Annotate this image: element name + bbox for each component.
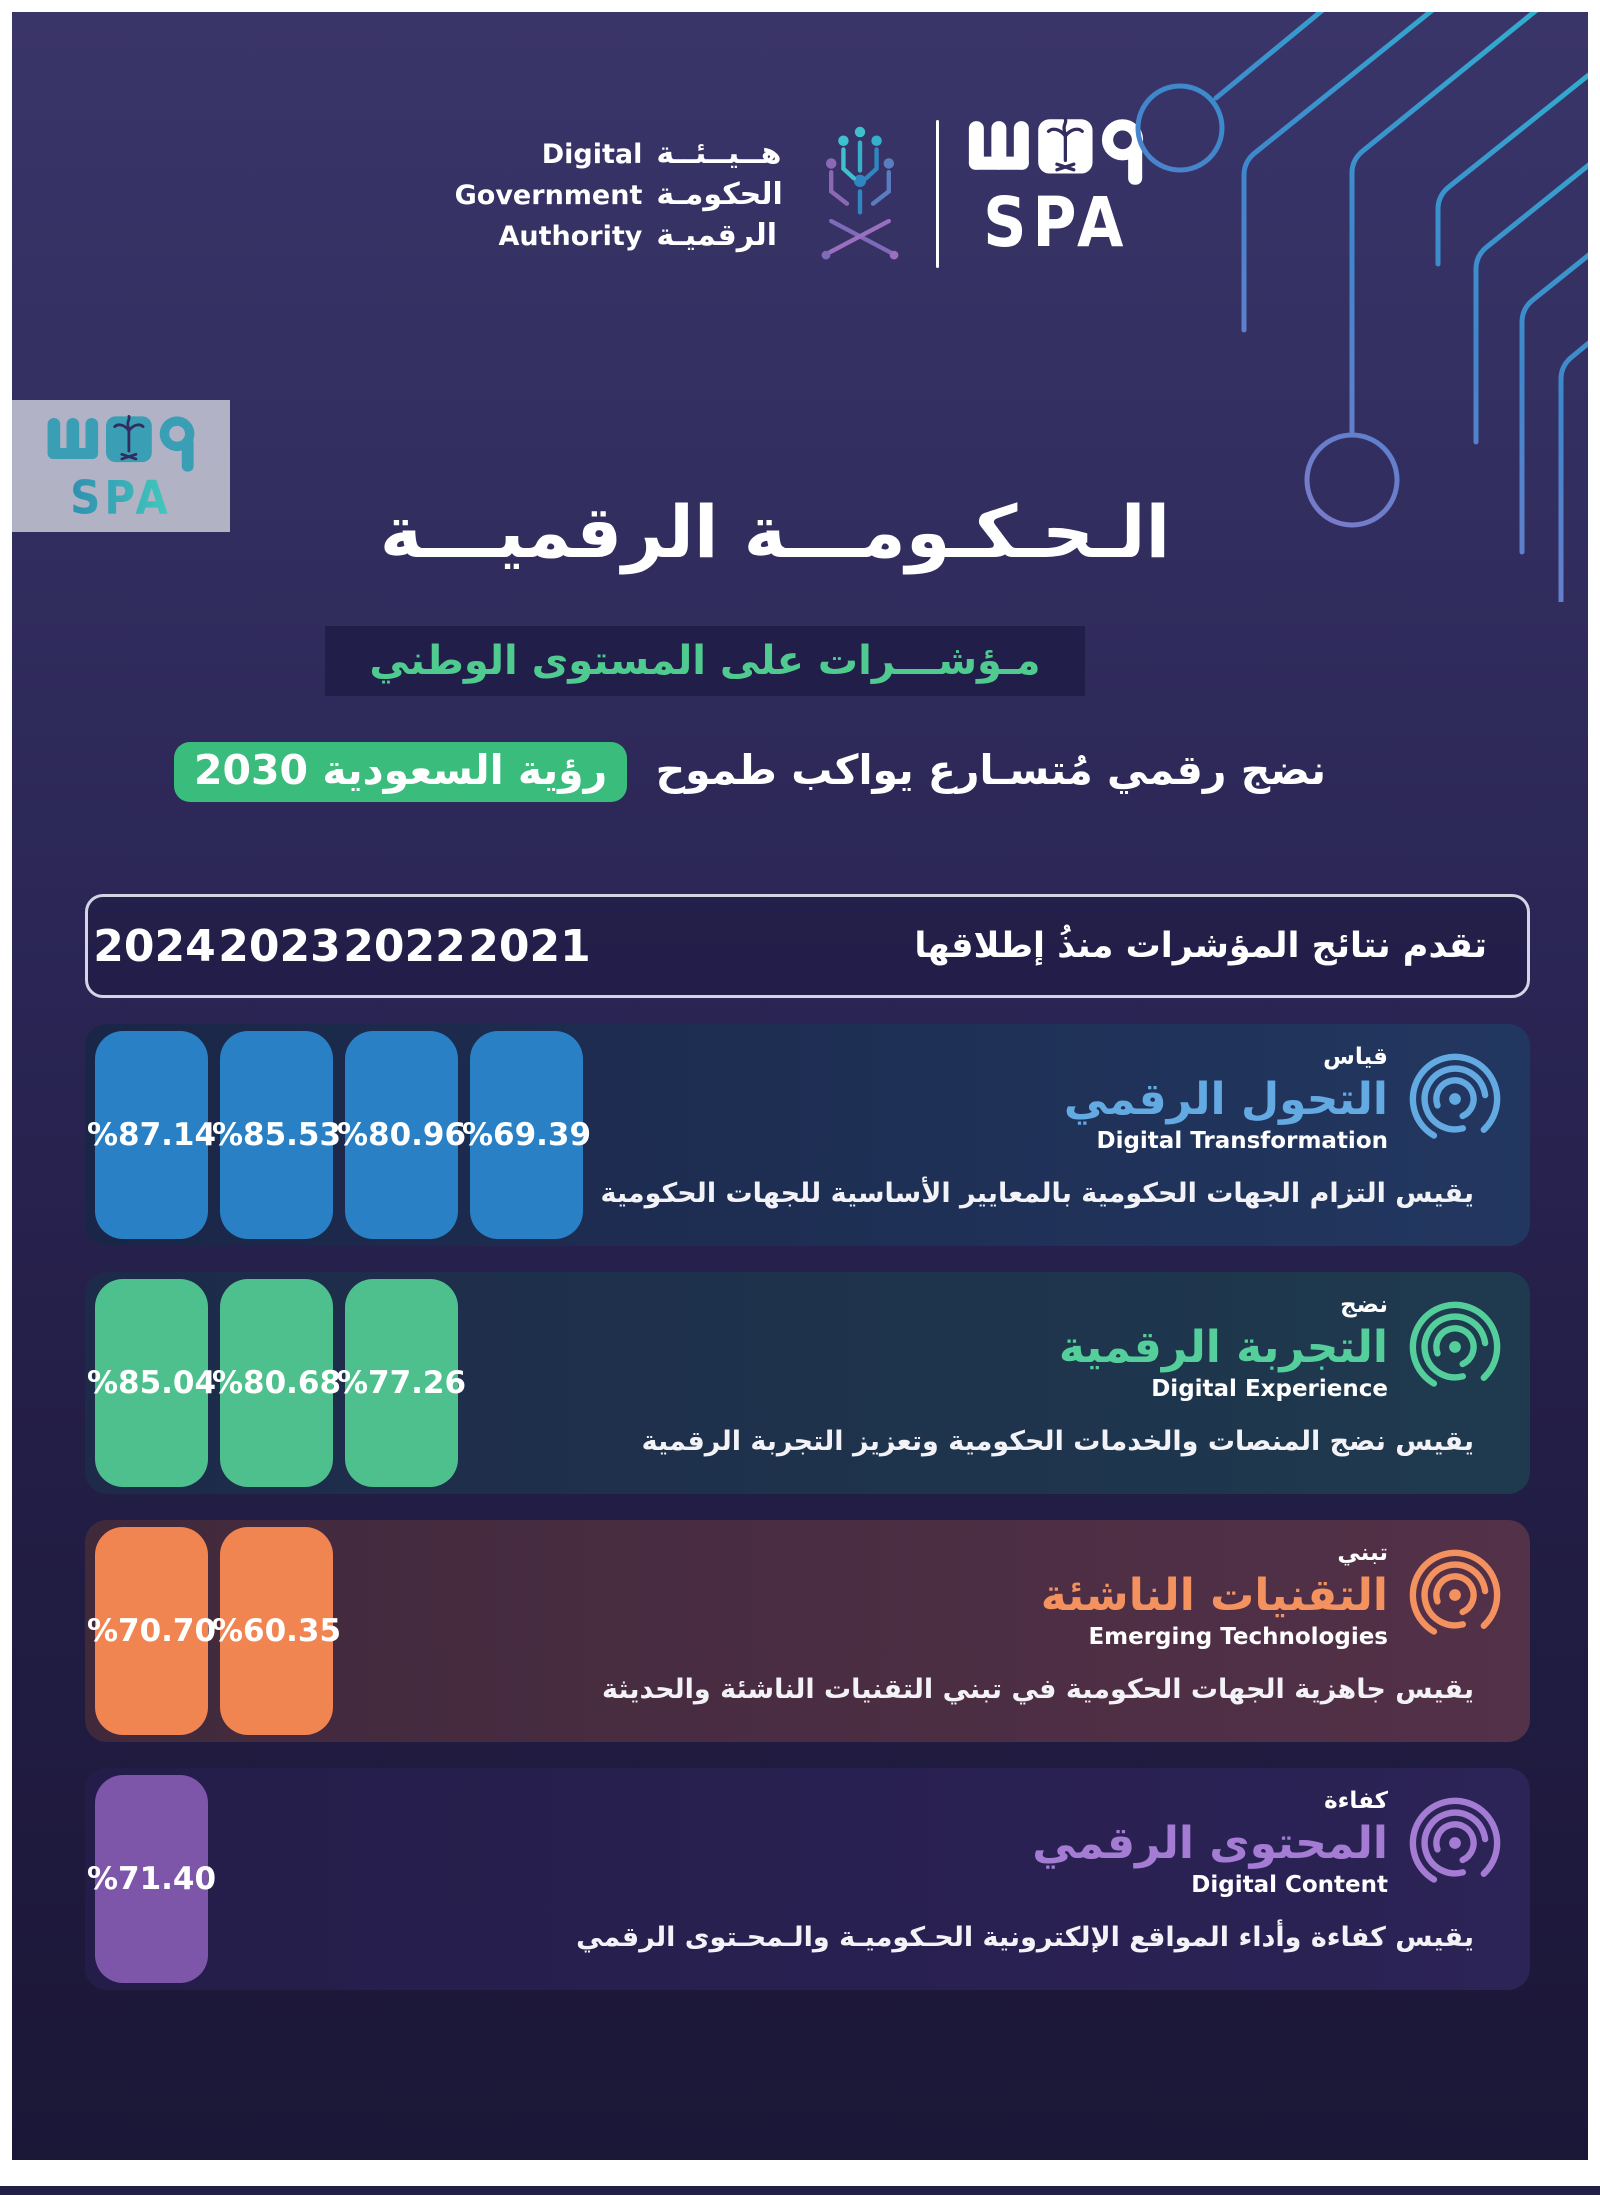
value-pill-2023: %60.35	[220, 1527, 333, 1735]
crossed-swords-icon	[822, 221, 899, 259]
indicator-tag: قياس	[1323, 1044, 1388, 1070]
tagline	[12, 742, 1538, 802]
dga-ar-line: الحكومـة	[656, 176, 783, 212]
year-label-2021: 2021	[468, 920, 591, 972]
value-pill-2023: %80.68	[220, 1279, 333, 1487]
indicator-title-en: Digital Transformation	[1096, 1127, 1388, 1154]
ripple-icon	[1406, 1540, 1504, 1650]
value-pill-2024: %71.40	[95, 1775, 208, 1983]
dga-ar-line: هــيــئــة	[656, 135, 782, 171]
indicator-title-en: Digital Experience	[1151, 1375, 1388, 1402]
ripple-icon	[1406, 1044, 1504, 1154]
dga-ar-line: الرقميـة	[656, 217, 778, 253]
year-label-2022: 2022	[343, 920, 466, 972]
indicator-row-emerging-technologies	[85, 1520, 1530, 1742]
ripple-icon	[1406, 1788, 1504, 1898]
value-pill-2022: %80.96	[345, 1031, 458, 1239]
indicators-board	[85, 894, 1530, 1990]
spa-watermark-icon	[46, 413, 196, 475]
value-pill-2021: %69.39	[470, 1031, 583, 1239]
value-pill-2022: %77.26	[345, 1279, 458, 1487]
page-background	[12, 12, 1588, 2160]
year-label-2023: 2023	[218, 920, 341, 972]
vision-2030-badge: رؤية السعودية 2030	[174, 742, 627, 802]
dga-logo-text	[455, 136, 785, 253]
indicator-row-digital-transformation	[85, 1024, 1530, 1246]
value-pill-2024: %70.70	[95, 1527, 208, 1735]
results-header-bar	[85, 894, 1530, 998]
year-label-2024: 2024	[93, 920, 216, 972]
dga-emblem-icon	[812, 110, 908, 278]
indicator-description: يقيس نضج المنصات والخدمات الحكومية وتعزيز التجربة الرقمية	[641, 1426, 1474, 1457]
value-pill-2024: %85.04	[95, 1279, 208, 1487]
indicator-description: يقيس التزام الجهات الحكومية بالمعايير الأساسية للجهات الحكومية	[600, 1178, 1474, 1209]
subtitle-band: مـؤشـــرات على المستوى الوطني	[325, 626, 1084, 696]
dga-en-line: Government	[454, 179, 643, 211]
tagline-text: نضج رقمي مُتسـارع يواكب طموح	[655, 746, 1327, 794]
indicator-tag: كفاءة	[1324, 1788, 1388, 1814]
spa-logo-latin: SPA	[983, 182, 1130, 264]
indicator-title-ar: التجربة الرقمية	[1058, 1321, 1388, 1373]
dga-en-line: Digital	[541, 138, 643, 170]
indicator-description: يقيس جاهزية الجهات الحكومية في تبني التقنيات الناشئة والحديثة	[601, 1674, 1474, 1705]
indicator-tag: نضج	[1340, 1292, 1388, 1318]
results-header-title: تقدم نتائج المؤشرات منذُ إطلاقها	[914, 926, 1487, 966]
indicator-description: يقيس كفاءة وأداء المواقع الإلكترونية الحـكوميـة والـمحـتوى الرقمي	[576, 1922, 1474, 1953]
indicator-title-ar: التحول الرقمي	[1063, 1073, 1388, 1125]
indicator-title-ar: المحتوى الرقمي	[1032, 1817, 1388, 1869]
page-title: الـحـكـومـــة الرقميـــة	[379, 490, 1171, 574]
ripple-icon	[1406, 1292, 1504, 1402]
spa-watermark-latin: SPA	[70, 470, 172, 525]
indicator-tag: تبني	[1337, 1540, 1388, 1566]
value-pill-2023: %85.53	[220, 1031, 333, 1239]
indicator-title-en: Digital Content	[1191, 1871, 1388, 1898]
indicator-row-digital-content	[85, 1768, 1530, 1990]
indicator-row-digital-experience	[85, 1272, 1530, 1494]
indicator-title-en: Emerging Technologies	[1088, 1623, 1388, 1650]
value-pill-2024: %87.14	[95, 1031, 208, 1239]
logo-divider	[936, 120, 939, 268]
dga-en-line: Authority	[498, 220, 643, 252]
indicator-title-ar: التقنيات الناشئة	[1040, 1569, 1388, 1621]
